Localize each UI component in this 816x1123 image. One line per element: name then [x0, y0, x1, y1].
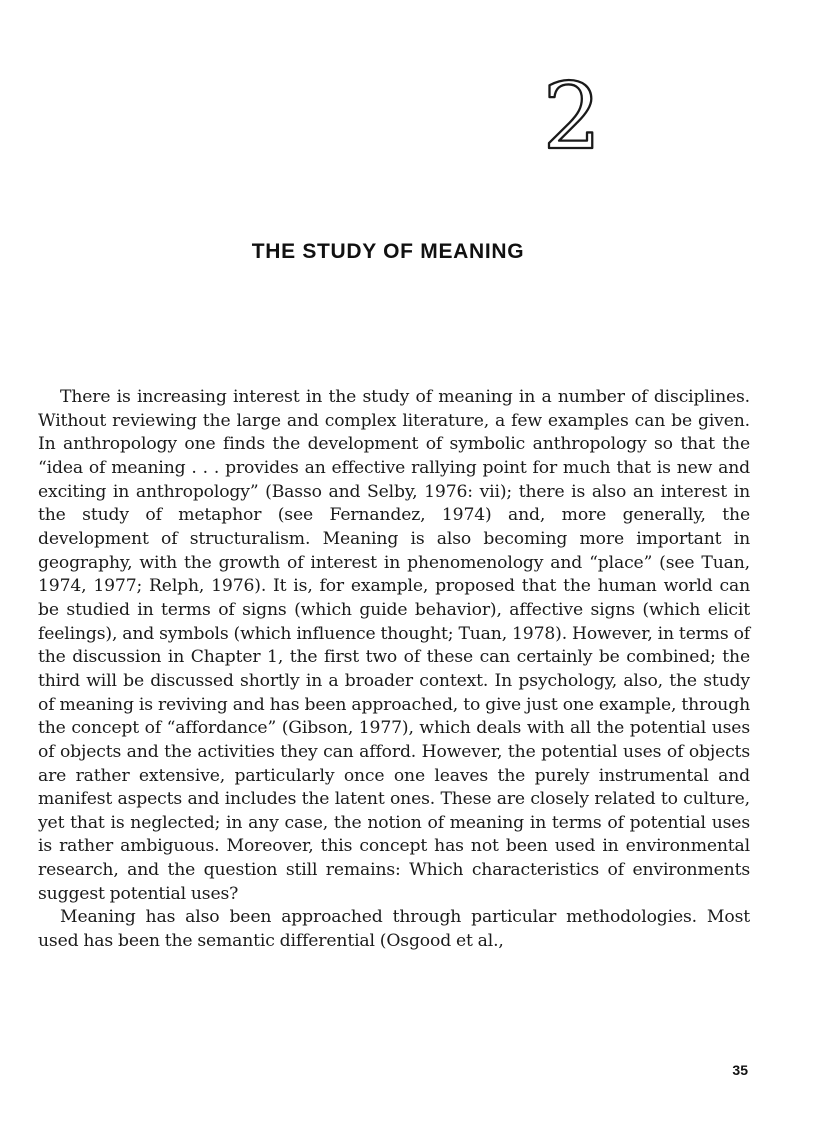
- body-text: [38, 386, 750, 954]
- paragraph: There is increasing interest in the study of meaning in a number of disciplines. Without reviewing the large and complex literature, a few examples can be given. In anthropology one finds the development of symbolic anthropology so that the “idea of meaning . . . provides an effective rallying point for much that is new and exciting in anthropology” (Basso and Selby, 1976: vii); there is also an interest in the study of metaphor (see Fernandez, 1974) and, more generally, the development of structuralism. Meaning is also becoming more important in geography, with the growth of interest in phenomenology and “place” (see Tuan, 1974, 1977; Relph, 1976). It is, for example, proposed that the human world can be studied in terms of signs (which guide behavior), affective signs (which elicit feelings), and symbols (which influence thought; Tuan, 1978). However, in terms of the discussion in Chapter 1, the first two of these can certainly be combined; the third will be discussed shortly in a broader context. In psychology, also, the study of meaning is reviving and has been approached, to give just one example, through the concept of “affordance” (Gibson, 1977), which deals with all the potential uses of objects and the activities they can afford. However, the potential uses of objects are rather extensive, particularly once one leaves the purely instrumental and manifest aspects and includes the latent ones. These are closely related to culture, yet that is neglected; in any case, the notion of meaning in terms of potential uses is rather ambiguous. Moreover, this concept has not been used in environmental research, and the question still remains: Which characteristics of environments suggest potential uses?: [38, 387, 750, 904]
- chapter-title: THE STUDY OF MEANING: [251, 240, 525, 263]
- chapter-number: [522, 68, 622, 158]
- chapter-number-text: 2: [542, 68, 602, 158]
- chapter-number-outline-glyph: [522, 68, 622, 158]
- paragraph: Meaning has also been approached through particular methodologies. Most used has been the semantic differential (Osgood et al.,: [38, 907, 750, 952]
- page-number: 35: [732, 1062, 748, 1078]
